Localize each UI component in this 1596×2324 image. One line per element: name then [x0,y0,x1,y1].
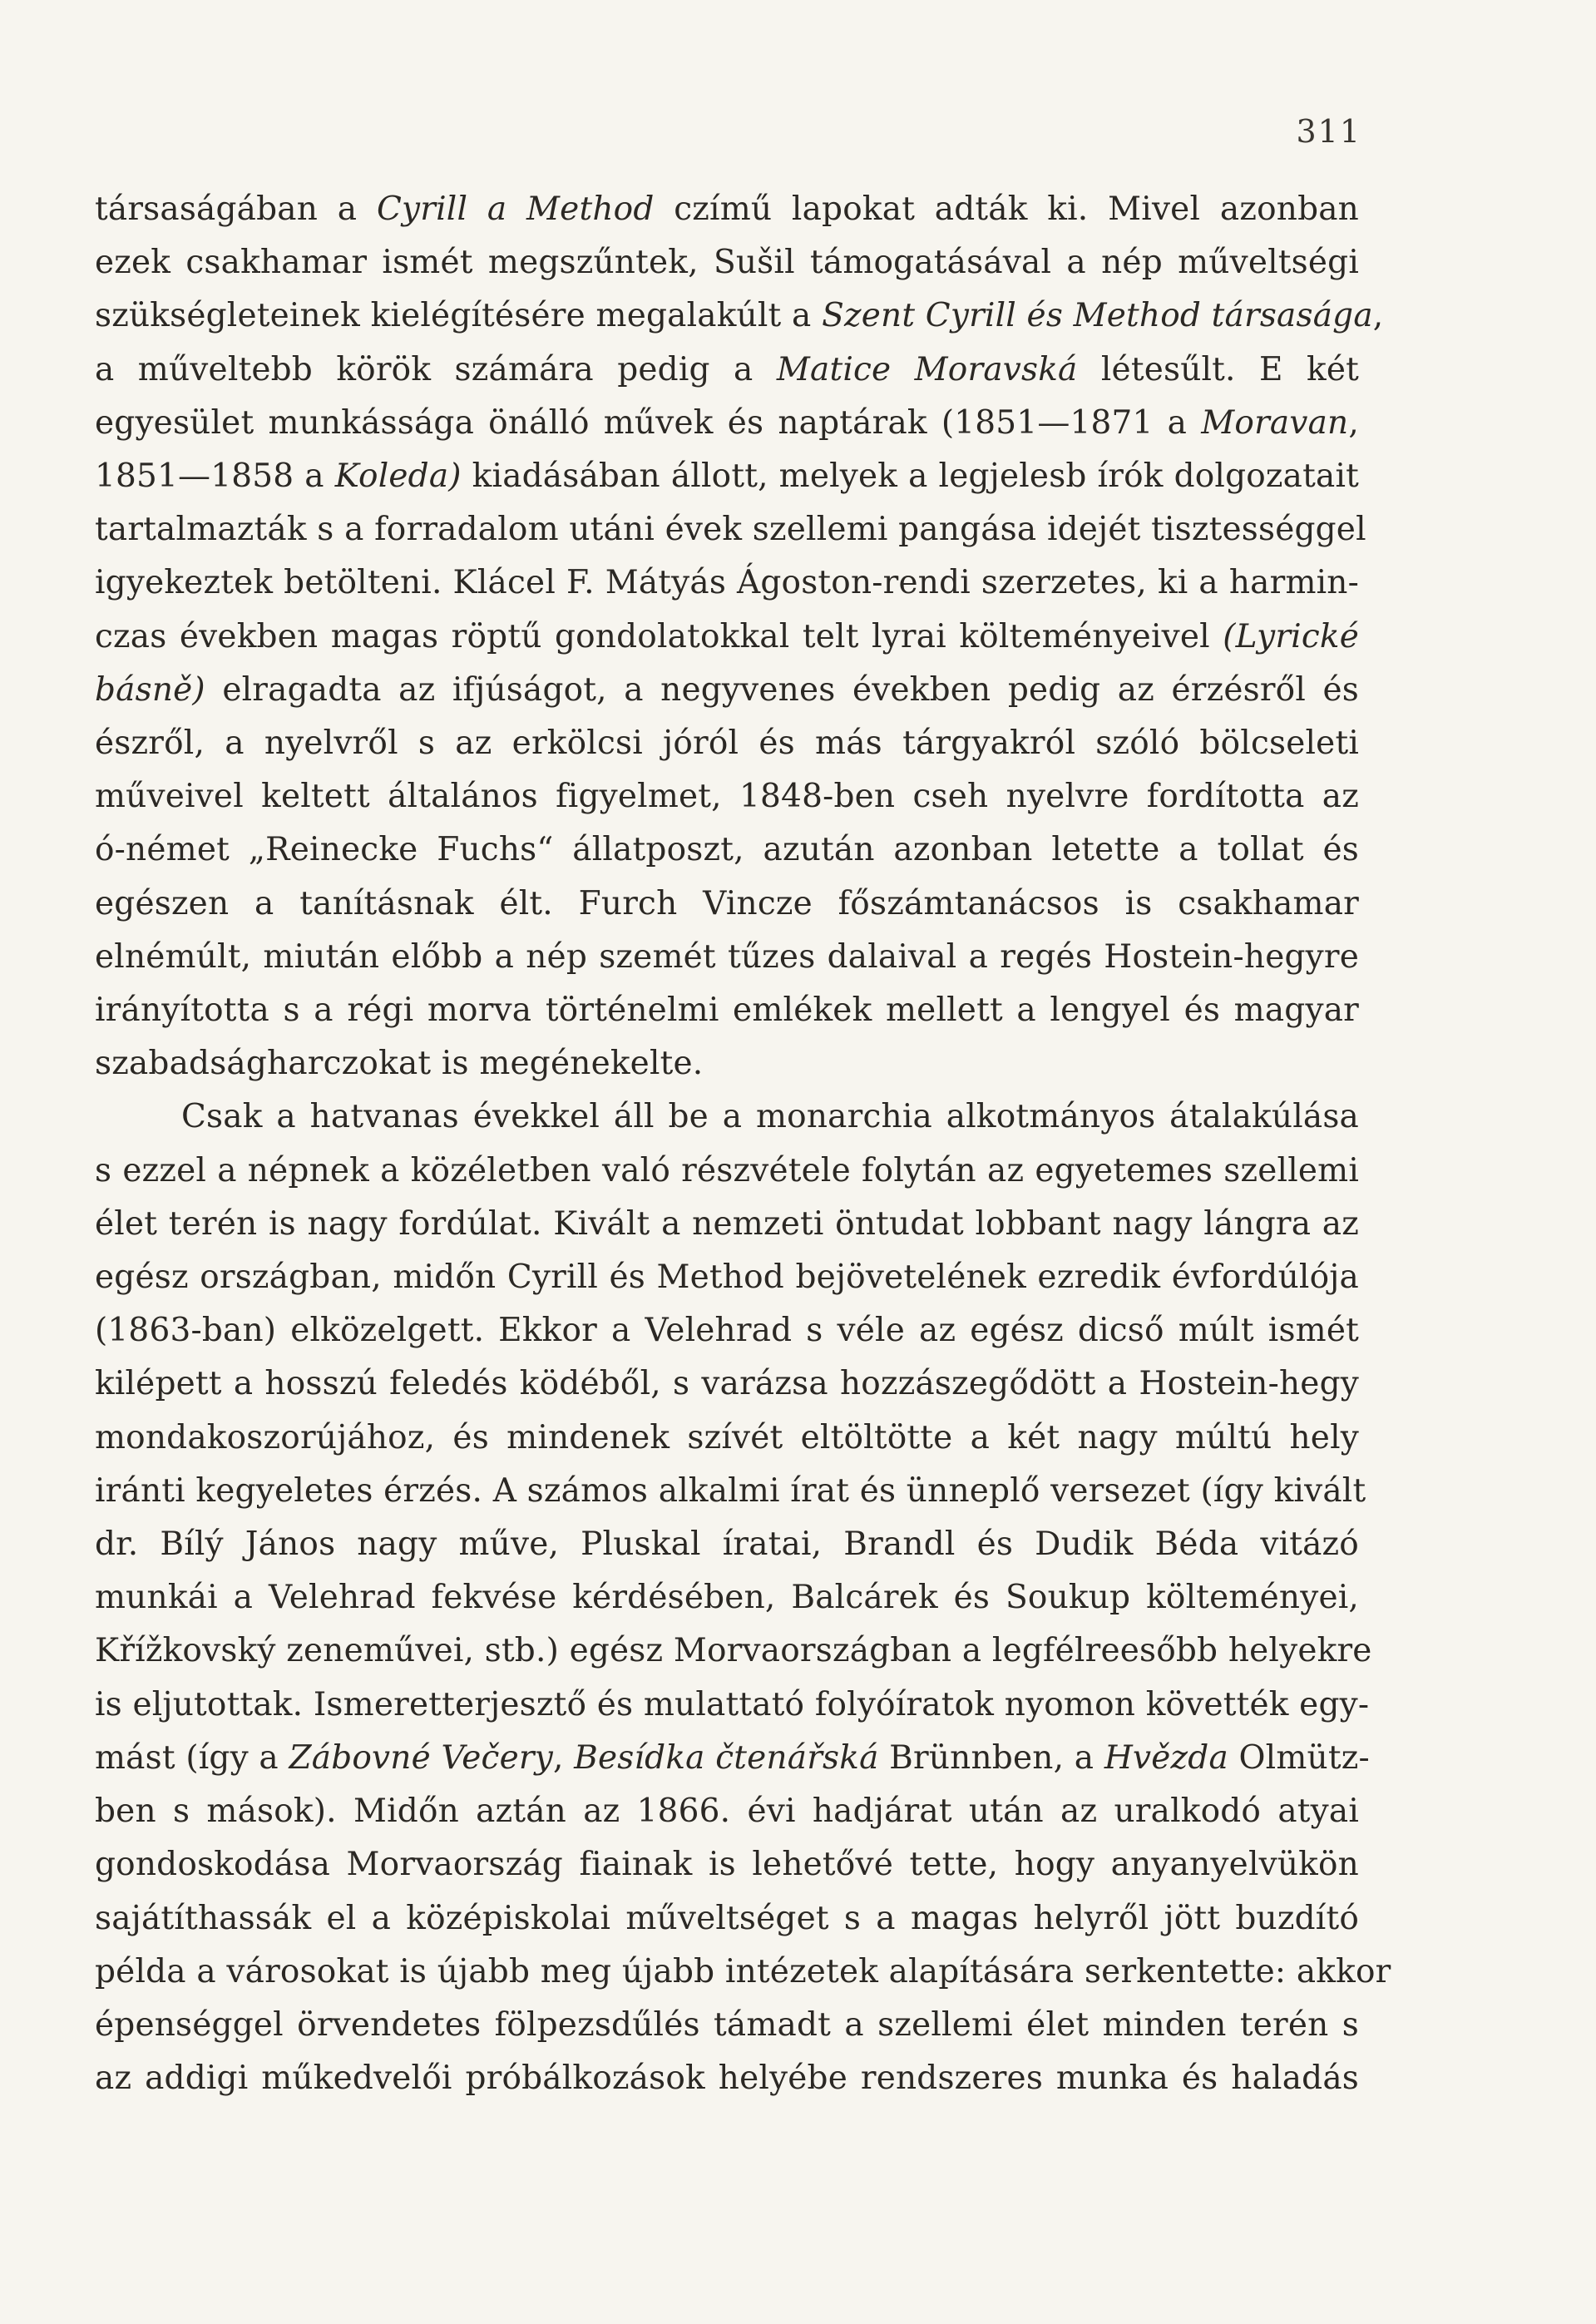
italic-title: Hvězda [1104,1738,1228,1777]
text-line [95,1571,1359,1624]
text-run: ben s mások). Midőn aztán az 1866. évi hadjárat után az uralkodó atyai [95,1792,1359,1831]
text-line [95,1465,1366,1518]
text-line [95,1785,1359,1838]
text-run: , [552,1738,575,1777]
text-run: élet terén is nagy fordúlat. Kivált a nemzeti öntudat lobbant nagy lángra az [95,1204,1359,1243]
text-line [95,717,1359,770]
italic-title: Matice Moravská [776,350,1078,388]
text-run: munkái a Velehrad fekvése kérdésében, Balcárek és Soukup költeményei, [95,1579,1359,1617]
text-run: Csak a hatvanas évekkel áll be a monarchia alkotmányos átalakúlása [181,1098,1359,1136]
text-line [95,289,1384,343]
italic-title: básně) [95,670,205,709]
text-run: az addigi műkedvelői próbálkozások helyébe rendszeres munka és haladás [95,2059,1359,2098]
text-line [95,1090,1359,1144]
text-run: egész országban, midőn Cyrill és Method bejövetelének ezredik évfordúlója [95,1258,1359,1297]
text-run: gondoskodása Morvaország fiainak is lehetővé tette, hogy anyanyelvükön [95,1846,1359,1884]
italic-title: Cyrill a Method [376,190,655,228]
text-run: egészen a tanításnak élt. Furch Vincze főszámtanácsos is csakhamar [95,884,1359,922]
text-run: czas években magas röptű gondolatokkal telt lyrai költeményeivel [95,617,1223,655]
italic-title: Moravan [1201,403,1349,442]
text-line [95,1518,1359,1571]
text-run: irányította s a régi morva történelmi emlékek mellett a lengyel és magyar [95,991,1359,1030]
text-line [95,1946,1391,1999]
paragraph [95,183,1384,1090]
text-run: is eljutottak. Ismeretterjesztő és mulattató folyóíratok nyomon követték egy- [95,1685,1370,1723]
text-line [95,770,1359,823]
text-line [95,344,1359,397]
italic-title: Koleda) [334,457,462,496]
text-run: épenséggel örvendetes fölpezsdűlés támadt a szellemi élet minden terén s [95,2005,1359,2044]
text-line [95,1624,1372,1678]
text-run: a műveltebb körök számára pedig a [95,350,777,388]
text-run: sajátíthassák el a középiskolai műveltséget s a magas helyről jött buzdító [95,1899,1359,1937]
text-run: igyekeztek betölteni. Klácel F. Mátyás Ágoston-rendi szerzetes, ki a harmin- [95,564,1359,602]
body-text [95,183,1391,2105]
text-run: mondakoszorújához, és mindenek szívét eltöltötte a két nagy múltú hely [95,1418,1359,1456]
text-line [95,503,1366,556]
text-run: szükségleteinek kielégítésére megalakúlt a [95,297,823,335]
text-line [95,1304,1359,1357]
text-run: egyesület munkássága önálló művek és naptárak (1851—1871 a [95,403,1202,442]
text-line [95,397,1359,450]
text-line [95,878,1359,931]
text-run: mást (így a [95,1738,289,1777]
text-line [95,1679,1370,1732]
text-run: kiadásában állott, melyek a legjelesb írók dolgozatait [461,457,1360,496]
text-run: s ezzel a népnek a közéletben való részvétele folytán az egyetemes szellemi [95,1151,1359,1189]
text-run: czímű lapokat adták ki. Mivel azonban [654,190,1360,228]
text-run: iránti kegyeletes érzés. A számos alkalmi írat és ünneplő versezet (így kivált [95,1471,1366,1510]
text-run: ó-német „Reinecke Fuchs“ állatposzt, azután azonban letette a tollat és [95,831,1359,869]
text-run: észről, a nyelvről s az erkölcsi jóról és más tárgyakról szóló bölcseleti [95,724,1359,763]
text-line [95,1999,1359,2052]
text-line [95,450,1359,503]
text-line [95,1145,1359,1198]
text-run: dr. Bílý János nagy műve, Pluskal íratai, Brandl és Dudik Béda vitázó [95,1525,1359,1564]
text-run: elnémúlt, miután előbb a nép szemét tűzes dalaival a regés Hostein-hegyre [95,937,1359,976]
text-line [95,1412,1359,1465]
italic-title: (Lyrické [1223,617,1359,655]
text-run: (1863-ban) elközelgett. Ekkor a Velehrad s véle az egész dicső múlt ismét [95,1312,1359,1350]
page-number: 311 [1296,113,1361,150]
text-run: Olmütz- [1228,1738,1370,1777]
italic-title: Besídka čtenářská [574,1738,879,1777]
text-run: ezek csakhamar ismét megszűntek, Sušil támogatásával a nép műveltségi [95,244,1359,282]
text-line [95,1892,1359,1946]
text-run: , [1348,403,1359,442]
text-line [95,183,1359,236]
text-run: , [1372,297,1384,335]
text-run: tartalmazták s a forradalom utáni évek szellemi pangása idejét tisztességgel [95,511,1366,549]
text-line [95,611,1359,664]
text-line [95,2052,1359,2105]
text-run: társaságában a [95,190,377,228]
text-line [95,1732,1370,1785]
text-line [95,236,1359,289]
text-line [95,664,1359,717]
text-run: létesűlt. E két [1077,350,1360,388]
text-line [95,931,1359,984]
text-run: műveivel keltett általános figyelmet, 1848-ben cseh nyelvre fordította az [95,778,1359,816]
italic-title: Szent Cyrill és Method társasága [822,297,1373,335]
text-line [95,1037,1359,1090]
text-run: 1851—1858 a [95,457,335,496]
text-line [95,1838,1359,1891]
italic-title: Zábovné Večery [289,1738,553,1777]
text-run: Brünnben, a [878,1738,1104,1777]
text-line [95,984,1359,1037]
text-run: szabadságharczokat is megénekelte. [95,1045,704,1083]
text-line [95,556,1359,610]
paragraph [95,1090,1391,2105]
text-line [95,1198,1359,1251]
text-run: Křížkovský zeneművei, stb.) egész Morvaországban a legfélreesőbb helyekre [95,1632,1372,1670]
text-line [95,823,1359,877]
text-run: kilépett a hosszú feledés ködéből, s varázsa hozzászegődött a Hostein-hegy [95,1365,1359,1403]
text-run: példa a városokat is újabb meg újabb intézetek alapítására serkentette: akkor [95,1952,1391,1990]
text-line [95,1251,1359,1304]
text-run: elragadta az ifjúságot, a negyvenes években pedig az érzésről és [205,670,1359,709]
text-line [95,1357,1359,1411]
